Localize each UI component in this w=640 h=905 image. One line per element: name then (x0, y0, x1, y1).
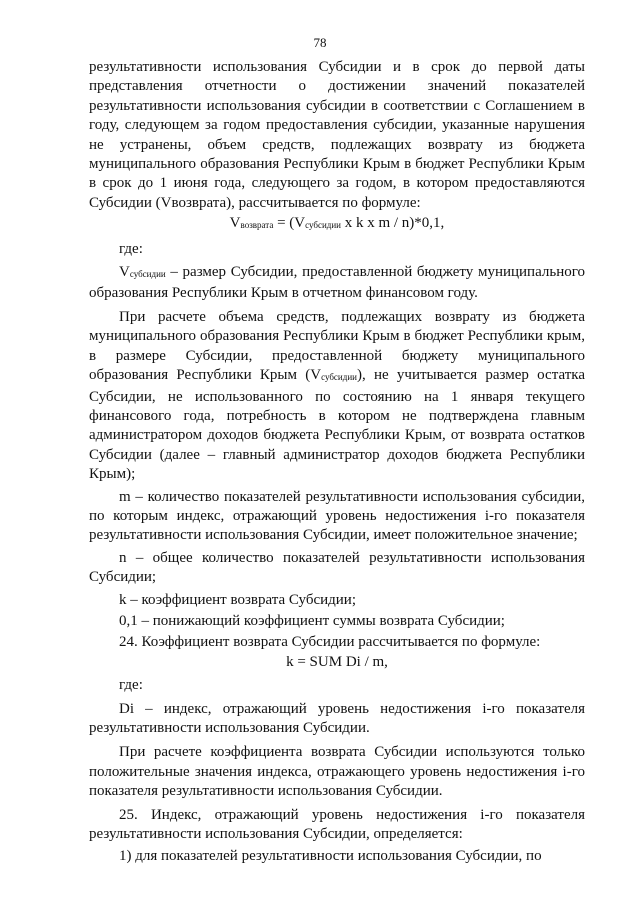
definition-n: n – общее количество показателей результативности использования Субсидии; (89, 549, 585, 586)
formula-vozvrata (89, 214, 585, 235)
def-var-v: V (119, 264, 130, 281)
formula-var-v: V (229, 215, 241, 232)
formula-eq: = (V (273, 215, 306, 232)
document-body (89, 58, 585, 867)
formula-tail: x k x m / n)*0,1, (340, 215, 445, 232)
definition-di: Di – индекс, отражающий уровень недостижения i-го показателя результативности использования Субсидии. (89, 700, 585, 736)
paragraph: результативности использования Субсидии и в срок до первой даты представления отчетности о достижении значений показателей результативности использования субсидии в соответствии с Соглашением в году, следующем за годом предоставления субсидии, указанные нарушения не устранены, объем средств, подлежащих возврату из бюджета муниципального образования Республики Крым в бюджет Республики Крым в срок до 1 июня года, следующего за годом, в котором предоставляются Субсидии (Vвозврата), рассчитывается по формуле: (89, 59, 585, 211)
def-sub-subsidii: субсидии (129, 269, 166, 280)
inline-sub-subsidii: субсидии (321, 372, 357, 383)
paragraph-text: При расчете объема средств, подлежащих возврату из бюджета муниципального образования Республики Крым в бюджет Республики крым, в размере Субсидии, предоставленной бюджету муниципального образования Республики Крым (V (89, 308, 585, 384)
formula-k: k = SUM Di / m, (286, 653, 388, 670)
section-24-heading: 24. Коэффициент возврата Субсидии рассчитывается по формуле: (119, 634, 541, 651)
paragraph-positive-values: При расчете коэффициента возврата Субсидии используются только положительные значения индекса, отражающего уровень недостижения i-го показателя результативности использования Субсидии. (89, 744, 585, 800)
paragraph-where-2: где: (119, 677, 143, 694)
paragraph-raschet (89, 308, 585, 485)
definition-m: m – количество показателей результативности использования субсидии, по которым индекс, отражающий уровень недостижения i-го показателя результативности использования Субсидии, имеет положительное значение; (89, 488, 585, 544)
definition-01: 0,1 – понижающий коэффициент суммы возврата Субсидии; (119, 612, 505, 629)
definition-k: k – коэффициент возврата Субсидии; (119, 591, 356, 608)
paragraph-where: где: (119, 240, 143, 257)
section-25-heading: 25. Индекс, отражающий уровень недостижения i-го показателя результативности использования Субсидии, определяется: (89, 806, 585, 843)
def-text: – размер Субсидии, предоставленной бюджету муниципального образования Республики Крым в отчетном финансовом году. (89, 264, 585, 302)
paragraph-text-cont: ), не учитывается размер остатка Субсидии, не использованного по состоянию на 1 января текущего финансового года, потребность в котором не подтверждена главным администратором доходов бюджета Республики Крым, от возврата остатков Субсидии (далее – главный администратор доходов бюджета Республики Крым); (89, 367, 585, 483)
page-number: 78 (313, 35, 327, 50)
formula-sub-subsidii: субсидии (305, 220, 341, 231)
definition-vsubsidii (89, 263, 585, 304)
formula-sub-vozvrata: возврата (240, 220, 274, 231)
list-item-1: 1) для показателей результативности использования Субсидии, по (119, 848, 542, 865)
